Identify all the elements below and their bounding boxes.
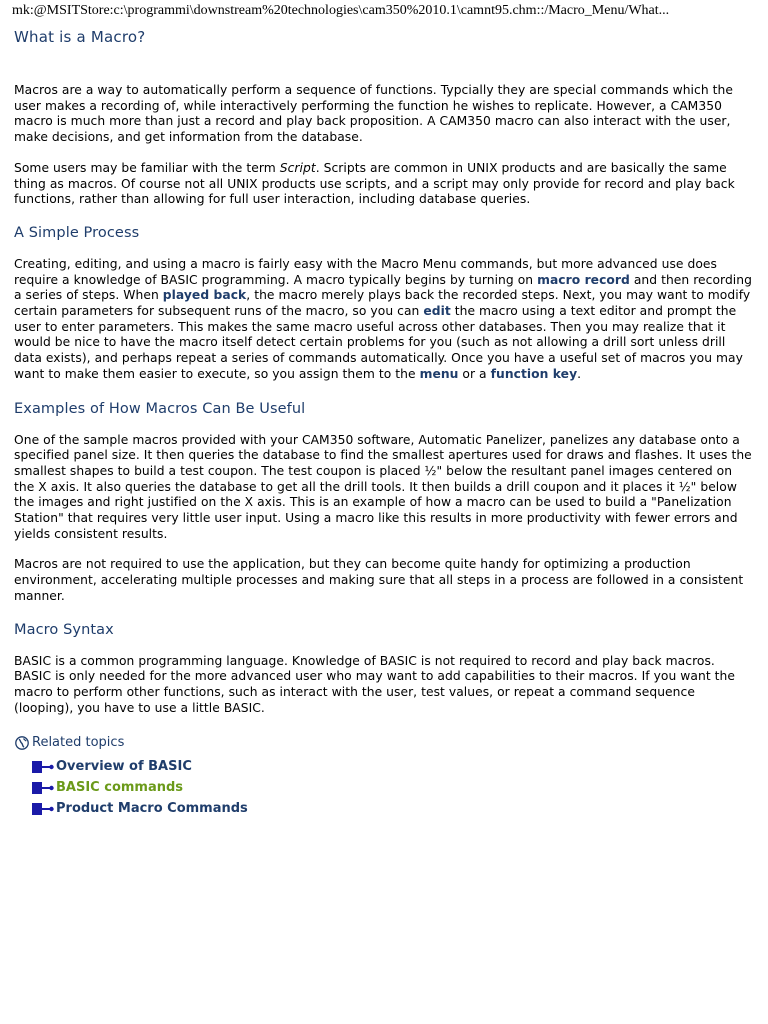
related-topic-product-macro-commands[interactable] xyxy=(31,798,754,819)
intro-paragraph-2: Some users may be familiar with the term Script. Scripts are common in UNIX products and are basically the same thing as macros. Of course not all UNIX products use scripts, and a script may only provide for record and play back functions, rather than allowing for full user interaction, including database queries. xyxy=(14,160,735,207)
related-topic-label[interactable]: Overview of BASIC xyxy=(56,759,192,775)
related-topic-label[interactable]: Product Macro Commands xyxy=(56,801,248,817)
address-bar[interactable] xyxy=(0,0,768,21)
function-key-link[interactable]: function key xyxy=(490,366,578,381)
syntax-paragraph: BASIC is a common programming language. Knowledge of BASIC is not required to record and play back macros. BASIC is only needed for the more advanced user who may want to add capabilities to their macros. If you want the macro to perform other functions, such as interact with the user, test values, or repeat a command sequence (looping), you have to use a little BASIC. xyxy=(14,653,735,715)
topic-link-icon xyxy=(31,802,55,816)
globe-icon xyxy=(15,736,29,750)
section-heading-simple-process: A Simple Process xyxy=(14,224,140,241)
menu-link[interactable]: menu xyxy=(419,366,459,381)
intro-paragraph-1: Macros are a way to automatically perform a sequence of functions. Typcially they are special commands which the user makes a recording of, while interactively performing the function he wishes to replicate. However, a CAM350 macro is much more than just a record and play back proposition. A CAM350 macro can also interact with the user, make decisions, and get information from the database. xyxy=(14,83,733,145)
help-content xyxy=(0,28,768,819)
simple-process-paragraph: Creating, editing, and using a macro is fairly easy with the Macro Menu commands, but more advanced use does require a knowledge of BASIC programming. A macro typically begins by turning on macro record and then recording a series of steps. When played back, the macro merely plays back the recorded steps. Next, you may want to modify certain parameters for subsequent runs of the macro, so you can edit the macro using a text editor and prompt the user to enter parameters. This makes the same macro useful across other databases. Then you may realize that it would be nice to have the macro itself detect certain problems for you (such as not allowing a drill sort unless drill data exists), and perhaps repeat a series of commands automatically. Once you have a useful set of macros you may want to make them easier to execute, so you assign them to the menu or a function key. xyxy=(14,256,752,381)
related-topic-overview-of-basic[interactable] xyxy=(31,756,754,777)
address-url: mk:@MSITStore:c:\programmi\downstream%20technologies\cam350%2010.1\camnt95.chm::/Macro_Menu/What... xyxy=(12,3,670,18)
edit-link[interactable]: edit xyxy=(423,304,451,319)
played-back-link[interactable]: played back xyxy=(162,288,247,303)
related-topic-basic-commands[interactable] xyxy=(31,777,754,798)
related-topics-header xyxy=(14,735,754,750)
page-title: What is a Macro? xyxy=(14,28,146,46)
examples-paragraph-2: Macros are not required to use the application, but they can become quite handy for optimizing a production environment, accelerating multiple processes and making sure that all steps in a process are followed in a consistent manner. xyxy=(14,557,744,603)
section-heading-examples: Examples of How Macros Can Be Useful xyxy=(14,400,306,417)
section-heading-syntax: Macro Syntax xyxy=(14,621,114,638)
topic-link-icon xyxy=(31,781,55,795)
related-topics-list xyxy=(31,756,754,819)
related-topic-label[interactable]: BASIC commands xyxy=(56,780,184,796)
examples-paragraph-1: One of the sample macros provided with your CAM350 software, Automatic Panelizer, panelizes any database onto a specified panel size. It then queries the database to find the smallest apertures used for draws and flashes. It uses the smallest shapes to build a test coupon. The test coupon is placed ½" below the resultant panel images centered on the X axis. It also queries the database to get all the drill tools. It then builds a drill coupon and it places it ½" below the images and right justified on the X axis. This is an example of how a macro can be used to build a "Panelization Station" that requires very little user input. Using a macro like this results in more productivity with fewer errors and yields consistent results. xyxy=(14,432,752,541)
topic-link-icon xyxy=(31,760,55,774)
script-term: Script xyxy=(279,160,316,175)
related-topics-label: Related topics xyxy=(32,735,125,751)
macro-record-link[interactable]: macro record xyxy=(537,272,630,287)
